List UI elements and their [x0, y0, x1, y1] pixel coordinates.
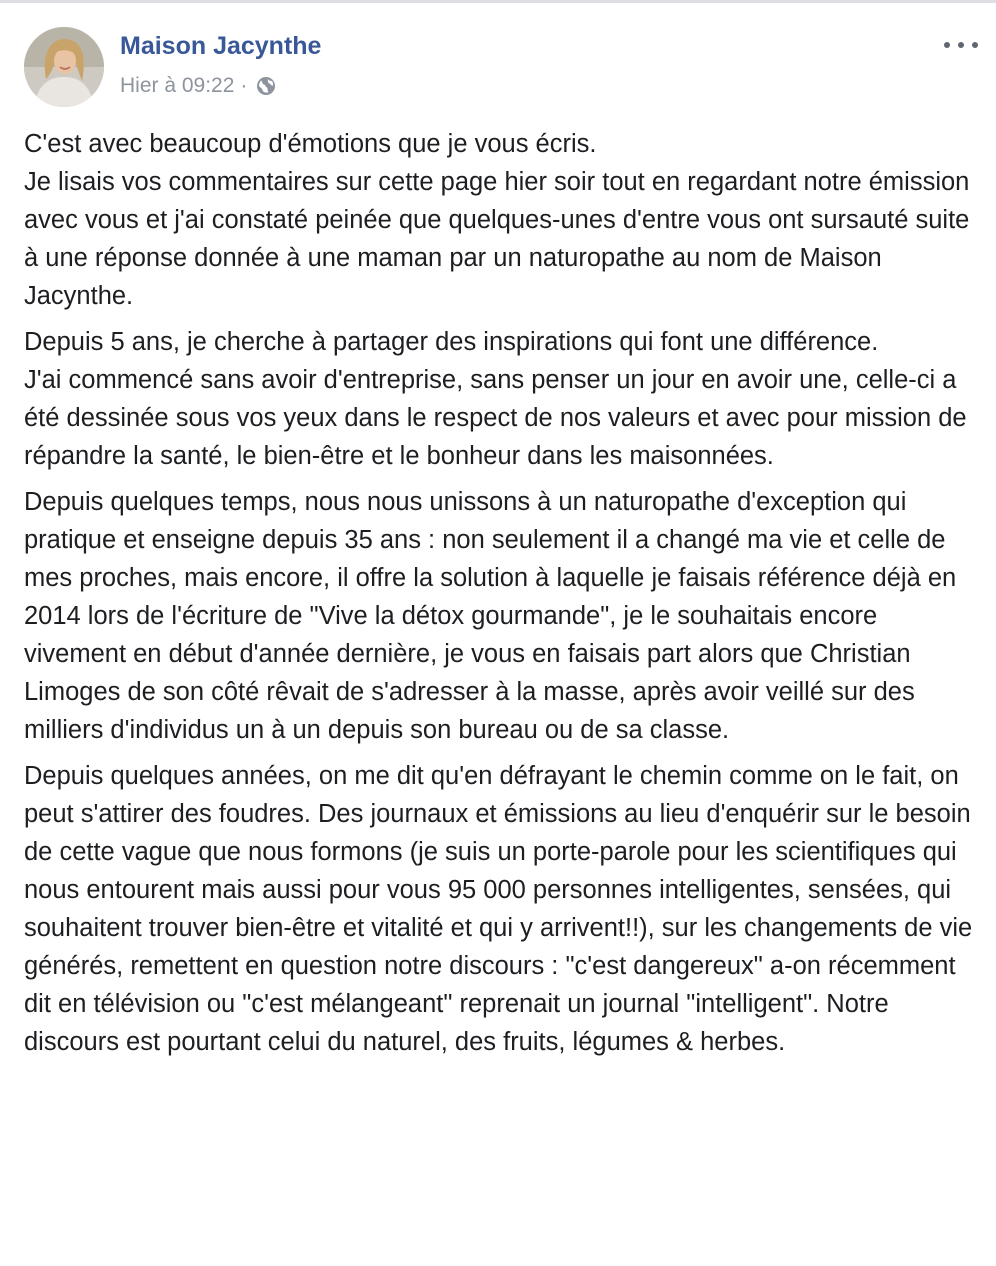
post-paragraph-2: Depuis 5 ans, je cherche à partager des inspirations qui font une différence. J'ai commencé sans avoir d'entreprise, sans penser un jour en avoir une, celle-ci a été dessinée sous vos yeux dans le respect de nos valeurs et avec pour mission de répandre la santé, le bien-être et le bonheur dans les maisonnées.	[24, 328, 967, 470]
post-meta	[120, 74, 277, 98]
post-paragraph-1: C'est avec beaucoup d'émotions que je vous écris. Je lisais vos commentaires sur cette page hier soir tout en regardant notre émission avec vous et j'ai constaté peinée que quelques-unes d'entre vous ont sursauté suite à une réponse donnée à une maman par un naturopathe au nom de Maison Jacynthe.	[24, 130, 970, 310]
post-paragraph-4: Depuis quelques années, on me dit qu'en défrayant le chemin comme on le fait, on peut s'attirer des foudres. Des journaux et émissions au lieu d'enquérir sur le besoin de cette vague que nous formons (je suis un porte-parole pour les scientifiques qui nous entourent mais aussi pour vous 95 000 personnes intelligentes, sensées, qui souhaitent trouver bien-être et vitalité et qui y arrivent!!), sur les changements de vie générés, remettent en question notre discours : "c'est dangereux" a-on récemment dit en télévision ou "c'est mélangeant" reprenait un journal "intelligent". Notre discours est pourtant celui du naturel, des fruits, légumes & herbes.	[24, 762, 973, 1056]
post-timestamp[interactable]: Hier à 09:22	[120, 74, 235, 97]
post-paragraph-3: Depuis quelques temps, nous nous unissons à un naturopathe d'exception qui pratique et enseigne depuis 35 ans : non seulement il a changé ma vie et celle de mes proches, mais encore, il offre la solution à laquelle je faisais référence déjà en 2014 lors de l'écriture de "Vive la détox gourmande", je le souhaitais encore vivement en début d'année dernière, je vous en faisais part alors que Christian Limoges de son côté rêvait de s'adresser à la masse, après avoir veillé sur des milliers d'individus un à un depuis son bureau ou de sa classe.	[24, 488, 957, 744]
more-options-icon-dot-3	[972, 42, 978, 48]
more-options-button[interactable]	[944, 30, 978, 60]
author-avatar[interactable]	[24, 27, 104, 107]
globe-icon[interactable]	[255, 75, 277, 97]
more-options-icon-dot-2	[958, 42, 964, 48]
post-body	[24, 125, 974, 1069]
more-options-icon-dot-1	[944, 42, 950, 48]
author-name-link[interactable]: Maison Jacynthe	[120, 32, 322, 60]
meta-separator: ·	[240, 74, 248, 97]
